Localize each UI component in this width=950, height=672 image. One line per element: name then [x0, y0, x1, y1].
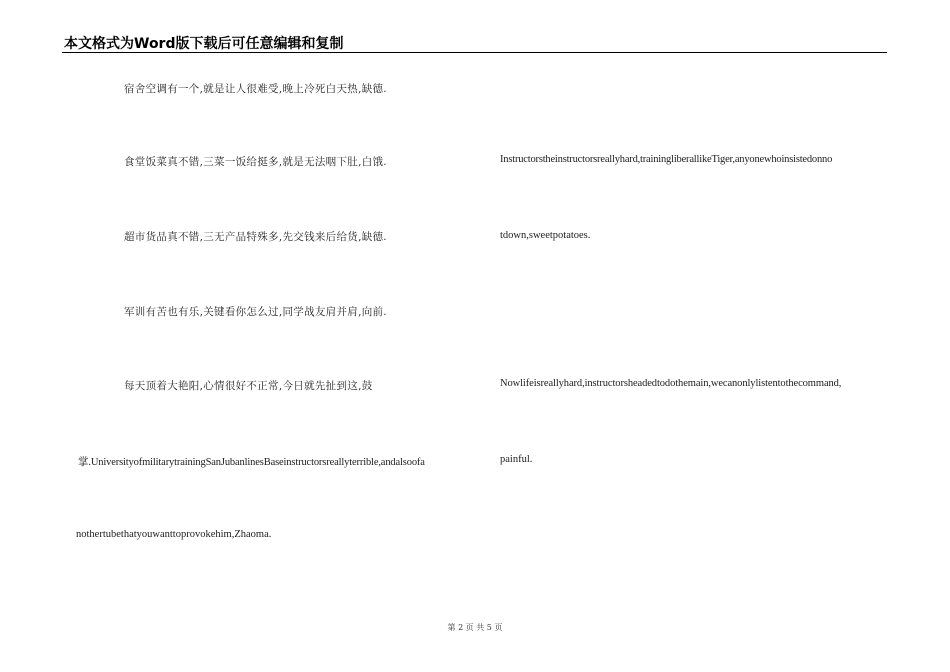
left-paragraph-2: 食堂饭菜真不错,三菜一饭给挺多,就是无法咽下肚,白饿.	[124, 156, 387, 168]
header-title: 本文格式为Word版下载后可任意编辑和复制	[64, 36, 344, 52]
right-paragraph-1: Instructorstheinstructorsreallyhard,trainingliberallikeTiger,anyonewhoinsistedonno	[500, 154, 833, 165]
left-paragraph-7: nothertubethatyouwanttoprovokehim,Zhaoma.	[76, 529, 272, 540]
right-paragraph-2: tdown,sweetpotatoes.	[500, 230, 591, 241]
page-number: 第 2 页 共 5 页	[447, 623, 503, 632]
left-paragraph-6: 掌.UniversityofmilitarytrainingSanJubanlinesBaseinstructorsreallyterrible,andalsoofa	[78, 457, 425, 468]
left-paragraph-1: 宿舍空调有一个,就是让人很难受,晚上冷死白天热,缺德.	[124, 83, 387, 95]
header-divider	[62, 52, 887, 53]
right-paragraph-3: Nowlifeisreallyhard,instructorsheadedtodothemain,wecanonlylistentothecommand,	[500, 378, 842, 389]
left-paragraph-5: 每天顶着大艳阳,心情很好不正常,今日就先扯到这,鼓	[124, 380, 373, 392]
left-paragraph-3: 超市货品真不错,三无产品特殊多,先交钱来后给货,缺德.	[124, 231, 387, 243]
right-paragraph-4: painful.	[500, 454, 533, 465]
left-paragraph-4: 军训有苦也有乐,关键看你怎么过,同学战友肩并肩,向前.	[124, 306, 387, 318]
